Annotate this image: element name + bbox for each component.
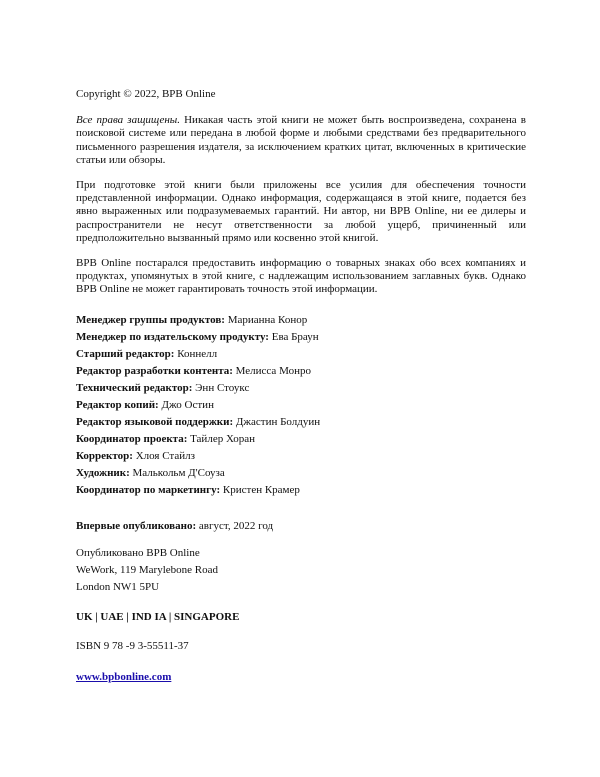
trademarks-paragraph: BPB Online постарался предоставить информацию о товарных знаках обо всех компаниях и продуктах, упомянутых в этой книге, с надлежащим использованием заглавных букв. Однако BPB Online не может гарантировать точность этой информации. (76, 257, 526, 296)
credit-name: Коннелл (174, 347, 218, 360)
credit-row (76, 380, 526, 397)
credit-role: Редактор языковой поддержки: (76, 415, 234, 428)
credit-role: Корректор: (76, 449, 133, 462)
credit-role: Технический редактор: (76, 381, 193, 394)
credit-name: Тайлер Хоран (187, 432, 255, 445)
credit-row (76, 397, 526, 414)
credit-row (76, 448, 526, 465)
website-link[interactable]: www.bpbonline.com (76, 670, 172, 683)
credit-role: Координатор проекта: (76, 432, 188, 445)
credit-role: Координатор по маркетингу: (76, 483, 221, 496)
first-published-value: август, 2022 год (196, 519, 274, 532)
first-published-label: Впервые опубликовано: (76, 519, 197, 532)
credits-list (76, 312, 526, 499)
isbn: ISBN 9 78 -9 3-55511-37 (76, 639, 189, 652)
credit-name: Марианна Конор (224, 313, 308, 326)
office-locations: UK | UAE | IND IA | SINGAPORE (76, 610, 240, 623)
copyright-page (76, 82, 526, 685)
credit-role: Старший редактор: (76, 347, 175, 360)
credit-name: Джо Остин (158, 398, 214, 411)
rights-paragraph (76, 114, 526, 167)
credit-role: Менеджер по издательскому продукту: (76, 330, 269, 343)
credit-row (76, 431, 526, 448)
credit-role: Редактор копий: (76, 398, 159, 411)
credit-role: Художник: (76, 466, 130, 479)
credit-row (76, 465, 526, 482)
credit-name: Хлоя Стайлз (132, 449, 195, 462)
credit-row (76, 363, 526, 380)
publisher-address-street: WeWork, 119 Marylebone Road (76, 563, 219, 576)
credit-row (76, 312, 526, 329)
publisher-block (76, 545, 526, 596)
credit-row (76, 414, 526, 431)
first-published (76, 520, 526, 533)
credit-name: Джастин Болдуин (233, 415, 321, 428)
copyright-line: Copyright © 2022, BPB Online (76, 88, 216, 100)
rights-lead: Все права защищены. (76, 114, 180, 127)
credit-name: Кристен Крамер (220, 483, 300, 496)
credit-name: Малькольм Д'Соуза (129, 466, 225, 479)
credit-row (76, 482, 526, 499)
credit-name: Энн Стоукс (192, 381, 250, 394)
credit-row (76, 346, 526, 363)
credit-role: Менеджер группы продуктов: (76, 313, 225, 326)
credit-row (76, 329, 526, 346)
publisher-address-city: London NW1 5PU (76, 580, 160, 593)
publisher-name: Опубликовано BPB Online (76, 546, 200, 559)
website (76, 670, 526, 685)
disclaimer-paragraph: При подготовке этой книги были приложены все усилия для обеспечения точности представленной информации. Однако информация, содержащаяся в этой книге, подается без явно выраженных или подразумеваемых гарантий. Ни автор, ни BPB Online, ни ее дилеры и распространители не несут ответственности за любой ущерб, причиненный или предположительно вызванный прямо или косвенно этой книгой. (76, 179, 526, 244)
rights-text: Никакая часть этой книги не может быть воспроизведена, сохранена в поисковой системе или передана в любой форме и любыми средствами без предварительного письменного разрешения издателя, за исключением кратких цитат, включенных в критические статьи или обзоры. (76, 114, 526, 166)
credit-name: Мелисса Монро (232, 364, 311, 377)
credit-role: Редактор разработки контента: (76, 364, 233, 377)
credit-name: Ева Браун (268, 330, 319, 343)
